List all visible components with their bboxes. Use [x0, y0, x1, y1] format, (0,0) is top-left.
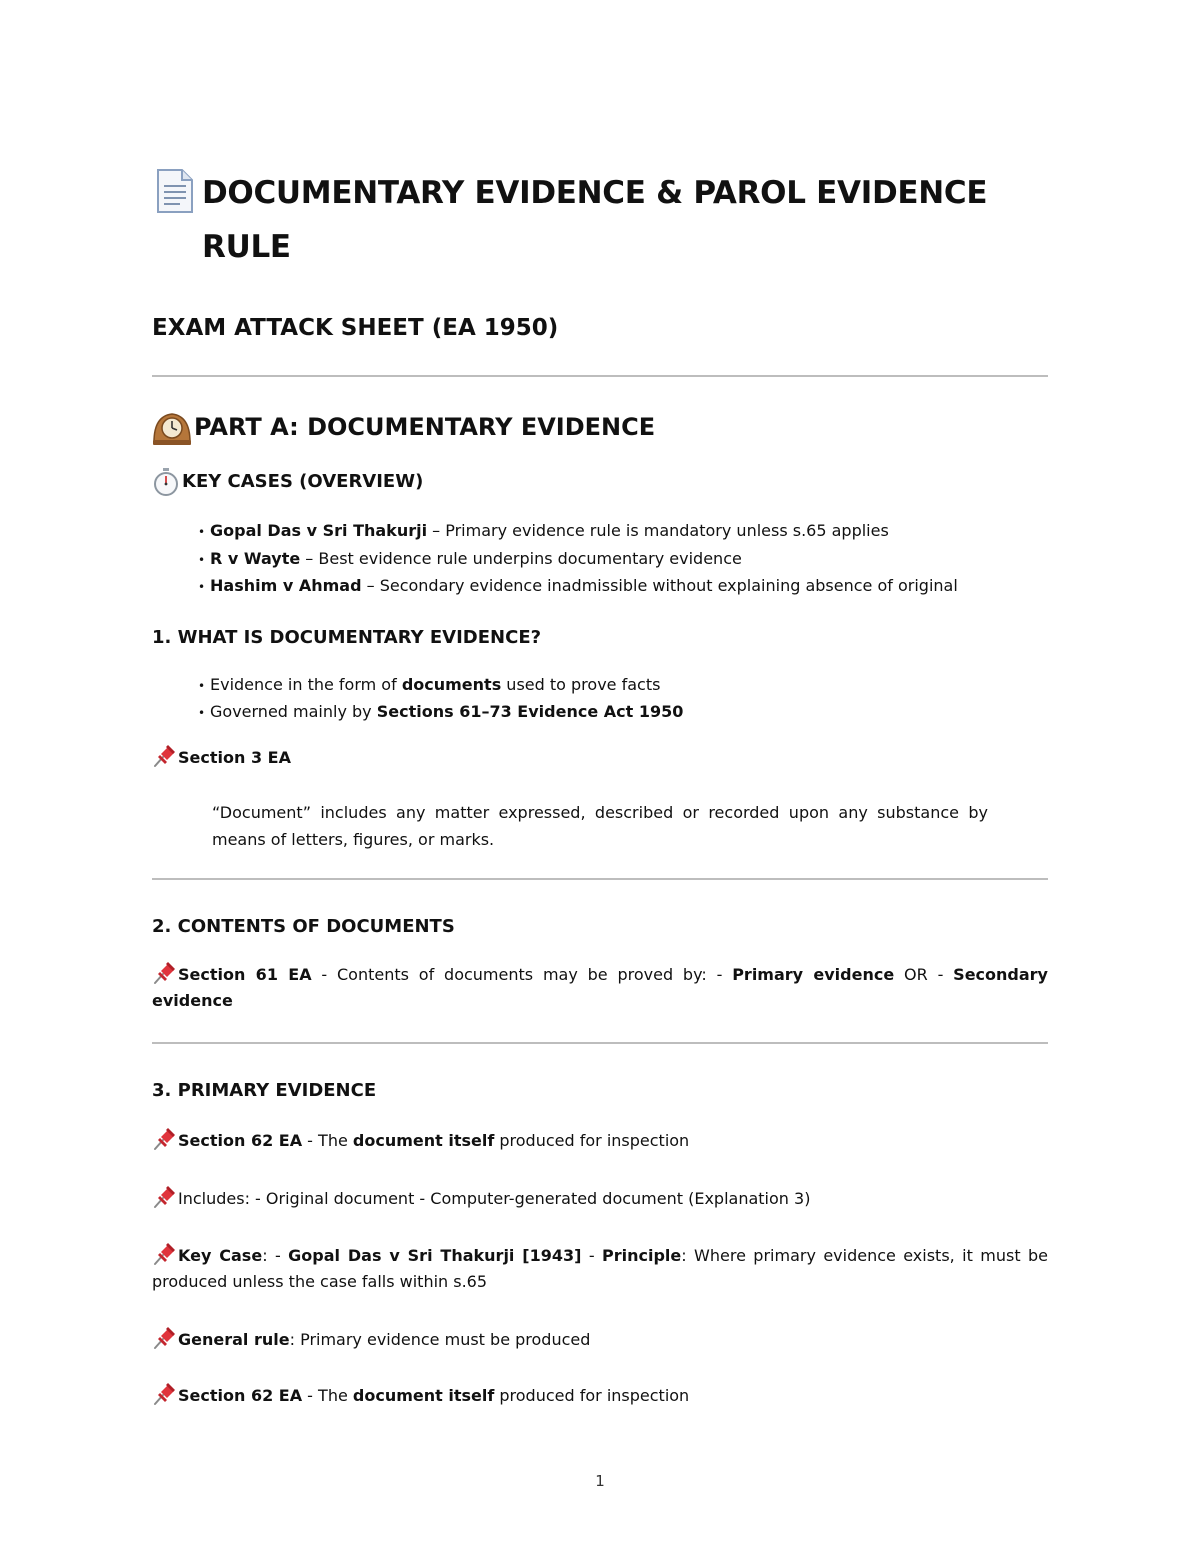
- key-cases-heading: [152, 467, 1048, 497]
- text: Evidence in the form of: [210, 674, 402, 694]
- stopwatch-icon: [152, 467, 180, 497]
- text: Governed mainly by: [210, 702, 377, 721]
- bold-text: General rule: [178, 1329, 290, 1349]
- text: -: [581, 1245, 603, 1265]
- pushpin-icon: [152, 1242, 178, 1266]
- pushpin-icon: [152, 1127, 178, 1151]
- document-icon: [152, 167, 196, 215]
- section-1-heading: 1. WHAT IS DOCUMENTARY EVIDENCE?: [152, 626, 542, 648]
- case-note: – Best evidence rule underpins documentary evidence: [300, 548, 742, 568]
- text: produced for inspection: [494, 1385, 690, 1405]
- bold-text: Section 62 EA: [178, 1385, 303, 1405]
- divider: [152, 878, 1048, 880]
- pushpin-icon: [152, 1185, 178, 1209]
- page-subtitle: EXAM ATTACK SHEET (EA 1950): [152, 315, 559, 341]
- part-a-heading-text: PART A: DOCUMENTARY EVIDENCE: [194, 413, 656, 441]
- pushpin-icon: [152, 744, 178, 768]
- divider: [152, 375, 1048, 377]
- pushpin-icon: [152, 1382, 178, 1406]
- list-item: [198, 672, 1048, 700]
- text: - Contents of documents may be proved by: -: [311, 964, 733, 984]
- title-row: [152, 166, 1048, 274]
- bold-text: Primary evidence: [732, 964, 895, 984]
- text: : Primary evidence must be produced: [289, 1329, 591, 1349]
- list-item: [198, 518, 1048, 546]
- bold-text: Section 62 EA: [178, 1130, 303, 1150]
- text: : Where primary evidence exists, it must be produced unless the case falls within s.65: [152, 1245, 1048, 1291]
- bold-text: documents: [401, 674, 502, 694]
- bold-text: Gopal Das v Sri Thakurji [1943]: [288, 1245, 582, 1265]
- page-number: 1: [595, 1472, 605, 1490]
- bold-text: Key Case: [178, 1245, 263, 1265]
- pushpin-icon: [152, 961, 178, 985]
- text: : -: [262, 1245, 289, 1265]
- case-note: – Primary evidence rule is mandatory unless s.65 applies: [427, 521, 889, 540]
- section-62-paragraph-repeat: [152, 1382, 1048, 1409]
- bold-text: Section 61 EA: [178, 964, 312, 984]
- section-1-list: [152, 672, 1048, 727]
- key-case-paragraph: [152, 1242, 1048, 1295]
- case-name: R v Wayte: [210, 548, 301, 568]
- bold-text: document itself: [352, 1130, 495, 1150]
- bold-text: Principle: [602, 1245, 682, 1265]
- text: - The: [302, 1130, 353, 1150]
- part-a-heading: [152, 408, 1048, 446]
- bold-text: Section 3 EA: [178, 747, 291, 767]
- page-content: [152, 166, 1048, 1409]
- text: produced for inspection: [494, 1130, 690, 1150]
- key-cases-heading-text: KEY CASES (OVERVIEW): [182, 471, 424, 492]
- page-title: DOCUMENTARY EVIDENCE & PAROL EVIDENCE RULE: [202, 175, 988, 265]
- bold-text: Sections 61–73 Evidence Act 1950: [376, 702, 684, 721]
- mantel-clock-icon: [152, 408, 192, 446]
- bold-text: document itself: [352, 1385, 495, 1405]
- list-item: [198, 573, 1048, 601]
- section-62-paragraph: [152, 1127, 1048, 1154]
- general-rule-paragraph: [152, 1326, 1048, 1353]
- includes-paragraph: [152, 1185, 1048, 1212]
- list-item: [198, 699, 1048, 727]
- section-3-heading: 3. PRIMARY EVIDENCE: [152, 1079, 377, 1101]
- key-cases-list: [152, 518, 1048, 601]
- pushpin-icon: [152, 1326, 178, 1350]
- text: Includes: - Original document - Computer-generated document (Explanation 3): [178, 1188, 811, 1208]
- section-2-paragraph: [152, 961, 1048, 1014]
- case-name: Gopal Das v Sri Thakurji: [210, 521, 428, 540]
- section-2-heading: 2. CONTENTS OF DOCUMENTS: [152, 915, 455, 937]
- case-name: Hashim v Ahmad: [210, 576, 362, 595]
- section-3-quote: “Document” includes any matter expressed, described or recorded upon any substance by means of letters, figures, or marks.: [212, 802, 988, 849]
- bold-text: Secondary evidence: [152, 964, 1048, 1010]
- list-item: [198, 546, 1048, 574]
- text: used to prove facts: [501, 674, 661, 694]
- section-3-ea-label: [152, 744, 1048, 771]
- case-note: – Secondary evidence inadmissible without explaining absence of original: [361, 576, 958, 595]
- text: OR -: [894, 964, 954, 984]
- divider: [152, 1042, 1048, 1044]
- text: - The: [302, 1385, 353, 1405]
